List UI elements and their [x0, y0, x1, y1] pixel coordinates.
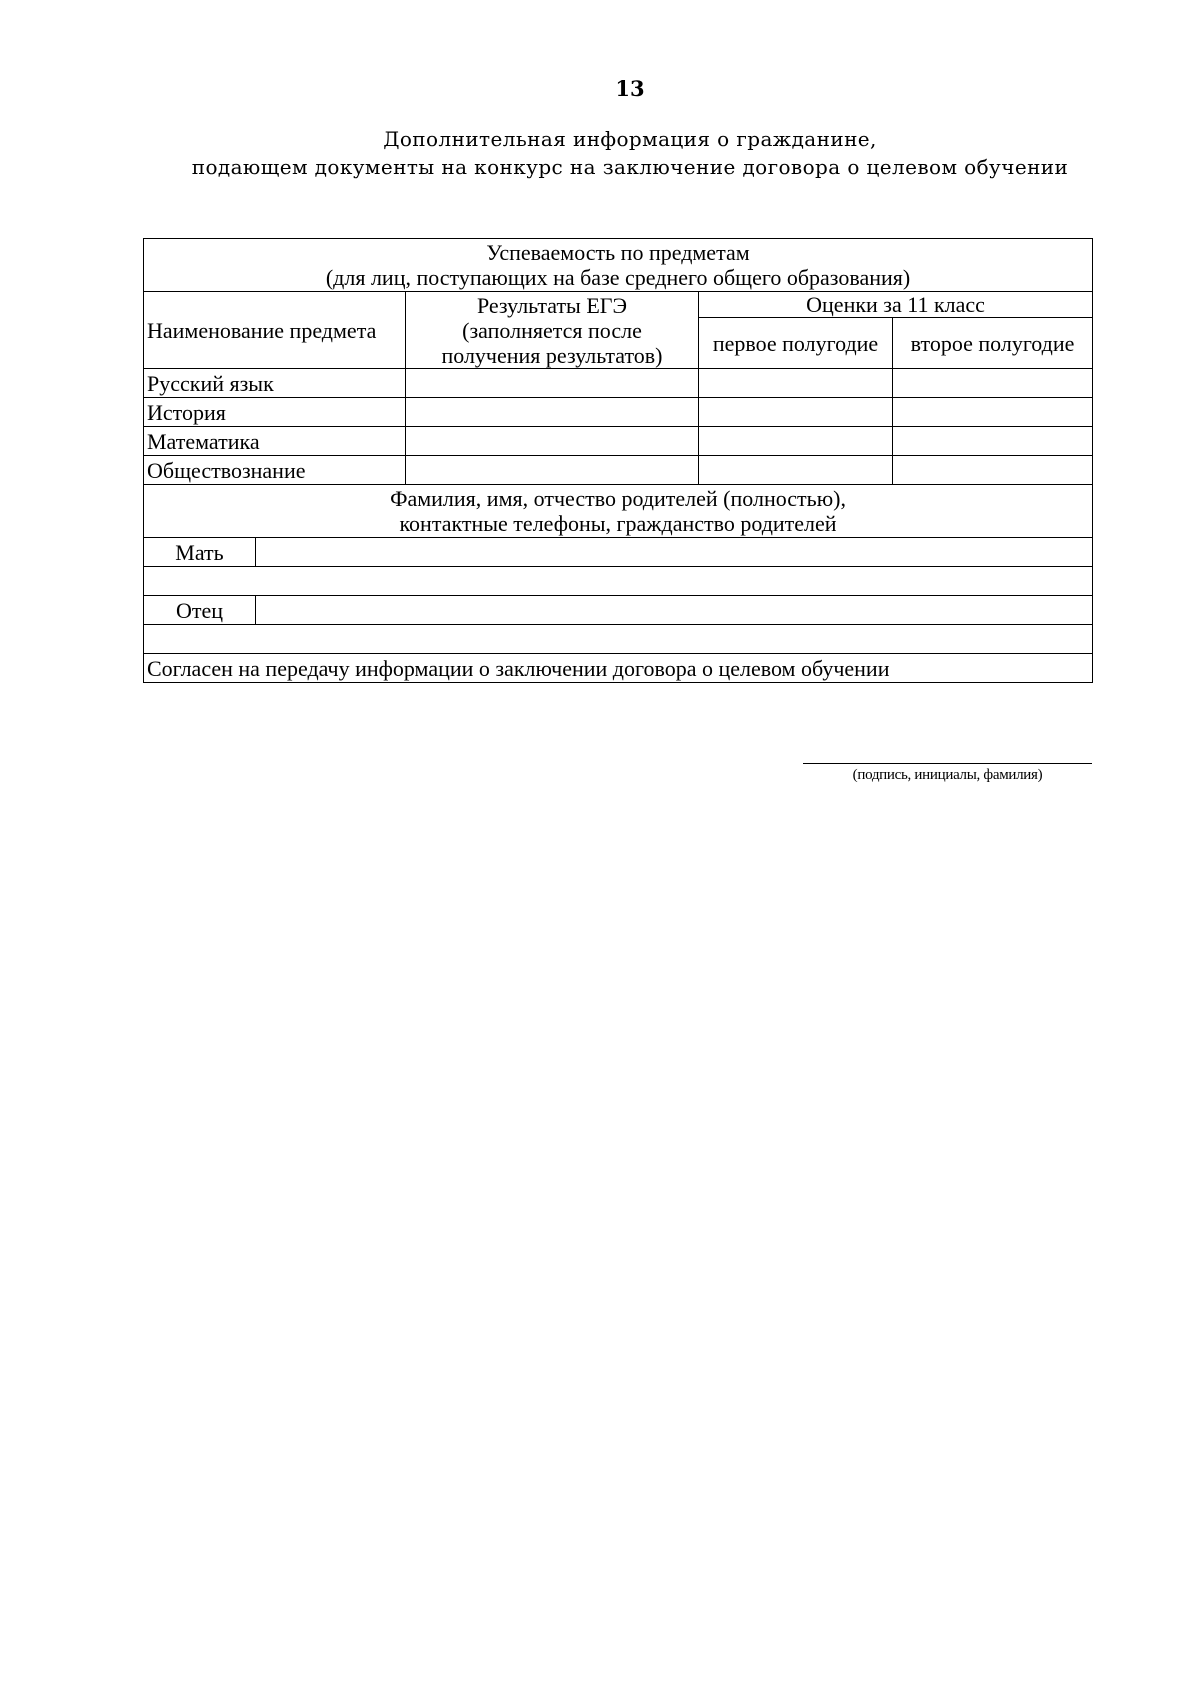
- ege-result-cell[interactable]: [406, 398, 699, 427]
- page-number: 13: [615, 76, 645, 101]
- ege-column-header: [406, 292, 699, 369]
- parents-heading-line-1: Фамилия, имя, отчество родителей (полностью),: [390, 486, 846, 511]
- performance-heading-line-1: Успеваемость по предметам: [486, 240, 750, 265]
- table-row: [144, 398, 1093, 427]
- ege-header-line-3: получения результатов): [441, 342, 663, 368]
- ege-header-line-2: (заполняется после: [462, 317, 642, 343]
- father-label: Отец: [144, 596, 256, 625]
- father-extra-field[interactable]: [144, 625, 1093, 654]
- subject-name: Обществознание: [144, 456, 406, 485]
- mother-info-field[interactable]: [256, 538, 1093, 567]
- mother-extra-row: [144, 567, 1093, 596]
- mother-row: [144, 538, 1093, 567]
- table-row: [144, 369, 1093, 398]
- first-half-grade-cell[interactable]: [699, 398, 893, 427]
- ege-result-cell[interactable]: [406, 369, 699, 398]
- signature-line[interactable]: [803, 763, 1092, 764]
- ege-header-line-1: Результаты ЕГЭ: [476, 292, 628, 318]
- performance-heading: [144, 239, 1093, 292]
- first-half-grade-cell[interactable]: [699, 427, 893, 456]
- title-line-1: Дополнительная информация о гражданине,: [383, 127, 877, 151]
- subject-name: Математика: [144, 427, 406, 456]
- second-half-grade-cell[interactable]: [893, 427, 1093, 456]
- subject-name: Русский язык: [144, 369, 406, 398]
- consent-statement: Согласен на передачу информации о заключении договора о целевом обучении: [144, 654, 1093, 683]
- mother-label: Мать: [144, 538, 256, 567]
- parents-heading: [144, 485, 1093, 538]
- father-row: [144, 596, 1093, 625]
- grades-column-header: Оценки за 11 класс: [699, 292, 1093, 318]
- subject-name: История: [144, 398, 406, 427]
- father-extra-row: [144, 625, 1093, 654]
- parents-heading-line-2: контактные телефоны, гражданство родителей: [399, 511, 837, 536]
- mother-extra-field[interactable]: [144, 567, 1093, 596]
- subject-column-header: Наименование предмета: [144, 292, 406, 369]
- second-half-grade-cell[interactable]: [893, 456, 1093, 485]
- father-info-field[interactable]: [256, 596, 1093, 625]
- second-half-header: второе полугодие: [893, 318, 1093, 369]
- table-row: [144, 456, 1093, 485]
- info-form-table: [143, 238, 1093, 683]
- document-title: [0, 125, 1200, 181]
- first-half-header: первое полугодие: [699, 318, 893, 369]
- column-header-row: [144, 292, 1093, 318]
- performance-heading-line-2: (для лиц, поступающих на базе среднего общего образования): [325, 265, 911, 290]
- section-heading-row: [144, 485, 1093, 538]
- signature-caption: (подпись, инициалы, фамилия): [852, 767, 1043, 783]
- title-line-2: подающем документы на конкурс на заключение договора о целевом обучении: [191, 155, 1069, 179]
- first-half-grade-cell[interactable]: [699, 369, 893, 398]
- table-row: [144, 427, 1093, 456]
- ege-result-cell[interactable]: [406, 427, 699, 456]
- consent-row: [144, 654, 1093, 683]
- ege-result-cell[interactable]: [406, 456, 699, 485]
- second-half-grade-cell[interactable]: [893, 398, 1093, 427]
- second-half-grade-cell[interactable]: [893, 369, 1093, 398]
- section-heading-row: [144, 239, 1093, 292]
- first-half-grade-cell[interactable]: [699, 456, 893, 485]
